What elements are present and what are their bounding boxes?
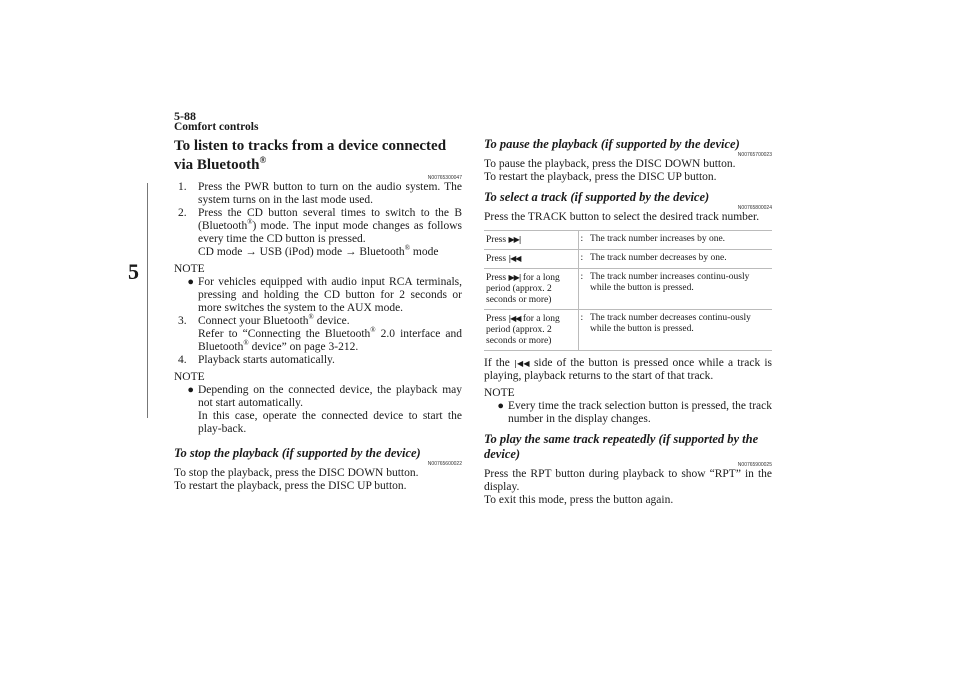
note-item bbox=[484, 400, 772, 426]
doc-code: N00765600022 bbox=[427, 461, 462, 467]
colon: : bbox=[578, 250, 590, 269]
step-1 bbox=[174, 181, 462, 207]
step-3 bbox=[174, 315, 462, 328]
pause-heading: To pause the playback (if supported by the device) bbox=[484, 137, 740, 151]
note-label: NOTE bbox=[484, 387, 515, 399]
table-row bbox=[484, 269, 772, 310]
next-track-icon: ▶▶| bbox=[508, 273, 521, 282]
after-table-text: If the |◀◀ side of the button is pressed once while a track is playing, playback returns to the start of that track. bbox=[484, 357, 773, 382]
table-row bbox=[484, 231, 772, 250]
select-heading: To select a track (if supported by the device) bbox=[484, 190, 710, 204]
margin-divider bbox=[147, 183, 148, 418]
table-row bbox=[484, 250, 772, 269]
prev-track-icon: |◀◀ bbox=[508, 314, 521, 323]
step-number: 3. bbox=[178, 315, 187, 327]
colon: : bbox=[578, 231, 590, 250]
prev-track-icon: |◀◀ bbox=[508, 254, 521, 263]
result-cell: The track number decreases continu-ously while the button is pressed. bbox=[590, 310, 772, 351]
main-heading: To listen to tracks from a device connected via Bluetooth® bbox=[174, 138, 447, 173]
result-cell: The track number decreases by one. bbox=[590, 250, 772, 269]
note-text: Every time the track selection button is pressed, the track number in the display changes. bbox=[508, 400, 772, 425]
next-track-icon: ▶▶| bbox=[508, 235, 521, 244]
select-text: Press the TRACK button to select the desired track number. bbox=[484, 211, 760, 223]
step-2 bbox=[174, 207, 462, 246]
repeat-line: To exit this mode, press the button again. bbox=[484, 494, 674, 506]
bullet-icon: ● bbox=[187, 276, 194, 288]
step-4 bbox=[174, 354, 462, 367]
stop-line: To stop the playback, press the DISC DOWN button. bbox=[174, 467, 419, 479]
prev-track-icon: |◀◀ bbox=[514, 359, 530, 368]
bullet-icon: ● bbox=[497, 400, 504, 412]
mode-sequence: CD mode → USB (iPod) mode → Bluetooth® mode bbox=[198, 244, 439, 258]
step-text: Connect your Bluetooth® device. bbox=[198, 313, 350, 327]
step-text: Playback starts automatically. bbox=[198, 354, 335, 366]
result-cell: The track number increases by one. bbox=[590, 231, 772, 250]
colon: : bbox=[578, 310, 590, 351]
track-table bbox=[484, 230, 772, 351]
step-text: Press the PWR button to turn on the audio system. The system turns on in the last mode used. bbox=[198, 181, 462, 206]
right-column bbox=[484, 137, 772, 507]
stop-line: To restart the playback, press the DISC UP button. bbox=[174, 480, 407, 492]
button-cell: Press |◀◀ bbox=[484, 250, 578, 269]
page-number: 5-88 bbox=[174, 109, 196, 123]
note-item bbox=[174, 384, 462, 436]
pause-line: To pause the playback, press the DISC DOWN button. bbox=[484, 158, 736, 170]
section-title: Comfort controls bbox=[174, 121, 259, 133]
doc-code: N00765300047 bbox=[427, 175, 462, 181]
step-text: Press the CD button several times to switch to the B (Bluetooth®) mode. The input mode changes as follows every time the CD button is pressed. bbox=[198, 207, 462, 245]
table-row bbox=[484, 310, 772, 351]
note-text: For vehicles equipped with audio input RCA terminals, pressing and holding the CD button for 2 seconds or more switches the system to the AUX mode. bbox=[198, 276, 462, 314]
button-cell: Press |◀◀ for a long period (approx. 2 seconds or more) bbox=[484, 310, 578, 351]
result-cell: The track number increases continu-ously while the button is pressed. bbox=[590, 269, 772, 310]
chapter-tab: 5 bbox=[128, 259, 139, 284]
note-text: Depending on the connected device, the playback may not start automatically. In this case, operate the connected device to start the play-back. bbox=[198, 384, 462, 435]
button-cell: Press ▶▶| for a long period (approx. 2 seconds or more) bbox=[484, 269, 578, 310]
repeat-line: Press the RPT button during playback to show “RPT” in the display. bbox=[484, 468, 772, 493]
pause-line: To restart the playback, press the DISC UP button. bbox=[484, 171, 717, 183]
note-label: NOTE bbox=[174, 263, 205, 275]
step-number: 1. bbox=[178, 181, 187, 193]
colon: : bbox=[578, 269, 590, 310]
stop-heading: To stop the playback (if supported by the device) bbox=[174, 446, 421, 460]
bullet-icon: ● bbox=[187, 384, 194, 396]
registered-mark: ® bbox=[259, 155, 267, 165]
note-label: NOTE bbox=[174, 371, 205, 383]
doc-code: N00765900025 bbox=[737, 462, 772, 468]
doc-code: N00765700023 bbox=[737, 152, 772, 158]
note-item bbox=[174, 276, 462, 315]
doc-code: N00765800024 bbox=[737, 205, 772, 211]
button-cell: Press ▶▶| bbox=[484, 231, 578, 250]
left-column bbox=[174, 137, 462, 493]
repeat-heading: To play the same track repeatedly (if supported by the device) bbox=[484, 432, 759, 461]
page-reference: Refer to “Connecting the Bluetooth® 2.0 interface and Bluetooth® device” on page 3-212. bbox=[198, 326, 462, 353]
step-number: 2. bbox=[178, 207, 187, 219]
step-number: 4. bbox=[178, 354, 187, 366]
